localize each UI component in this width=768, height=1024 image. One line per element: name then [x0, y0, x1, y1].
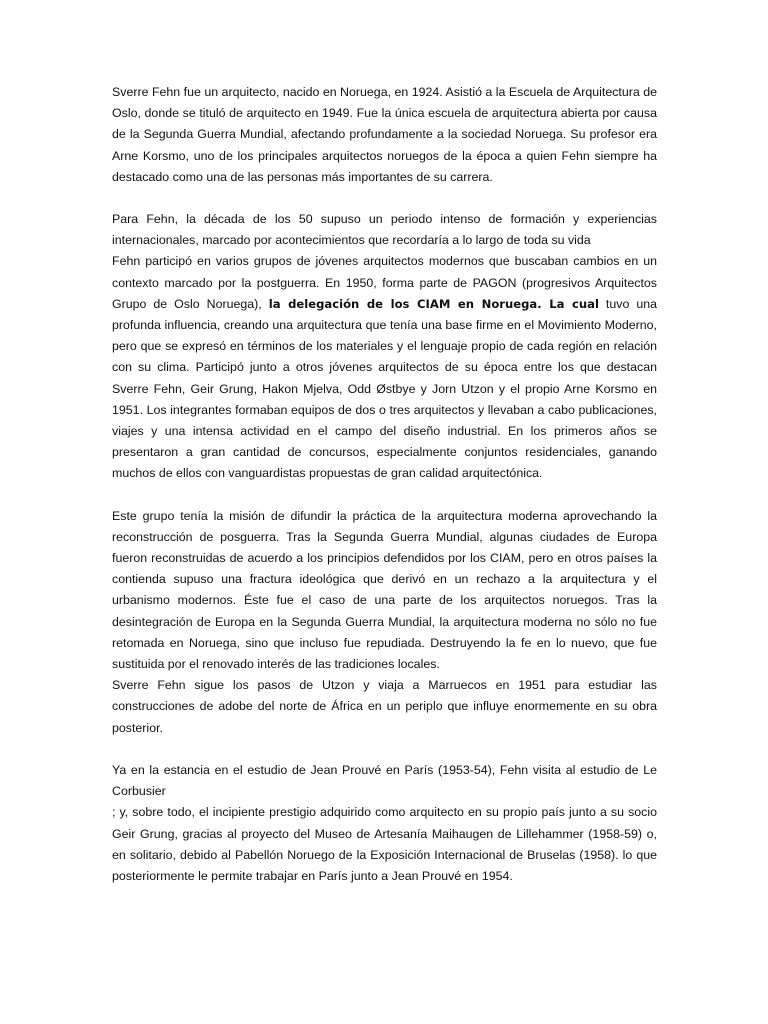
- paragraph-group-mission: Este grupo tenía la misión de difundir la práctica de la arquitectura moderna aprovechando la reconstrucción de posguerra. Tras la Segunda Guerra Mundial, algunas ciudades de Europa fueron reconstruidas de acuerdo a los principios defendidos por los CIAM, pero en otros países la contienda supuso una fractura ideológica que derivó en un rechazo a la arquitectura y el urbanismo modernos. Éste fue el caso de una parte de los arquitectos noruegos. Tras la desintegración de Europa en la Segunda Guerra Mundial, la arquitectura moderna no sólo no fue retomada en Noruega, sino que incluso fue repudiada. Destruyendo la fe en lo nuevo, que fue sustituida por el renovado interés de las tradiciones locales.: [112, 508, 657, 672]
- paragraph-morocco-trip: Sverre Fehn sigue los pasos de Utzon y viaja a Marruecos en 1951 para estudiar las construcciones de adobe del norte de África en un periplo que influye enormemente en su obra posterior.: [112, 678, 657, 735]
- document-page: [112, 82, 657, 887]
- paragraph-fehn-biography: Sverre Fehn fue un arquitecto, nacido en Noruega, en 1924. Asistió a la Escuela de Arquitectura de Oslo, donde se tituló de arquitecto en 1949. Fue la única escuela de arquitectura abierta por causa de la Segunda Guerra Mundial, afectando profundamente a la sociedad Noruega. Su profesor era Arne Korsmo, uno de los principales arquitectos noruegos de la época a quien Fehn siempre ha destacado como una de las personas más importantes de su carrera.: [112, 85, 657, 184]
- paragraph-prouve-studio: Ya en la estancia en el estudio de Jean Prouvé en París (1953-54), Fehn visita al estudio de Le Corbusier: [112, 762, 657, 799]
- paragraph-spacer: [112, 485, 657, 506]
- pagon-text-end: tuvo una profunda influencia, creando una arquitectura que tenía una base firme en el Movimiento Moderno, pero que se expresó en términos de los materiales y el lenguaje propio de cada región en relación con su clima. Participó junto a otros jóvenes arquitectos de su época entre los que destacan Sverre Fehn, Geir Grung, Hakon Mjelva, Odd Østbye y Jorn Utzon y el propio Arne Korsmo en 1951. Los integrantes formaban equipos de dos o tres arquitectos y llevaban a cabo publicaciones, viajes y una intensa actividad en el campo del diseño industrial. En los primeros años se presentaron a gran cantidad de concursos, especialmente conjuntos residenciales, ganando muchos de ellos con vanguardistas propuestas de gran calidad arquitectónica.: [112, 296, 657, 481]
- paragraph-pagon-group: [112, 251, 657, 484]
- pagon-text-start: Fehn participó en varios grupos de jóvenes arquitectos modernos que buscaban cambios en un contexto marcado por la postguerra. En 1950, forma parte de PAGON (progresivos Arquitectos Grupo de Oslo Noruega),: [112, 254, 657, 311]
- paragraph-spacer: [112, 188, 657, 209]
- paragraph-prestige: ; y, sobre todo, el incipiente prestigio adquirido como arquitecto en su propio país junto a su socio Geir Grung, gracias al proyecto del Museo de Artesanía Maihaugen de Lillehammer (1958-59) o, en solitario, debido al Pabellón Noruego de la Exposición Internacional de Bruselas (1958). lo que posteriormente le permite trabajar en París junto a Jean Prouvé en 1954.: [112, 805, 657, 883]
- paragraph-spacer: [112, 739, 657, 760]
- paragraph-decade-50s: Para Fehn, la década de los 50 supuso un periodo intenso de formación y experiencias internacionales, marcado por acontecimientos que recordaría a lo largo de toda su vida: [112, 212, 657, 248]
- ciam-delegation-bold-text: la delegación de los CIAM en Noruega. La cual: [268, 296, 599, 311]
